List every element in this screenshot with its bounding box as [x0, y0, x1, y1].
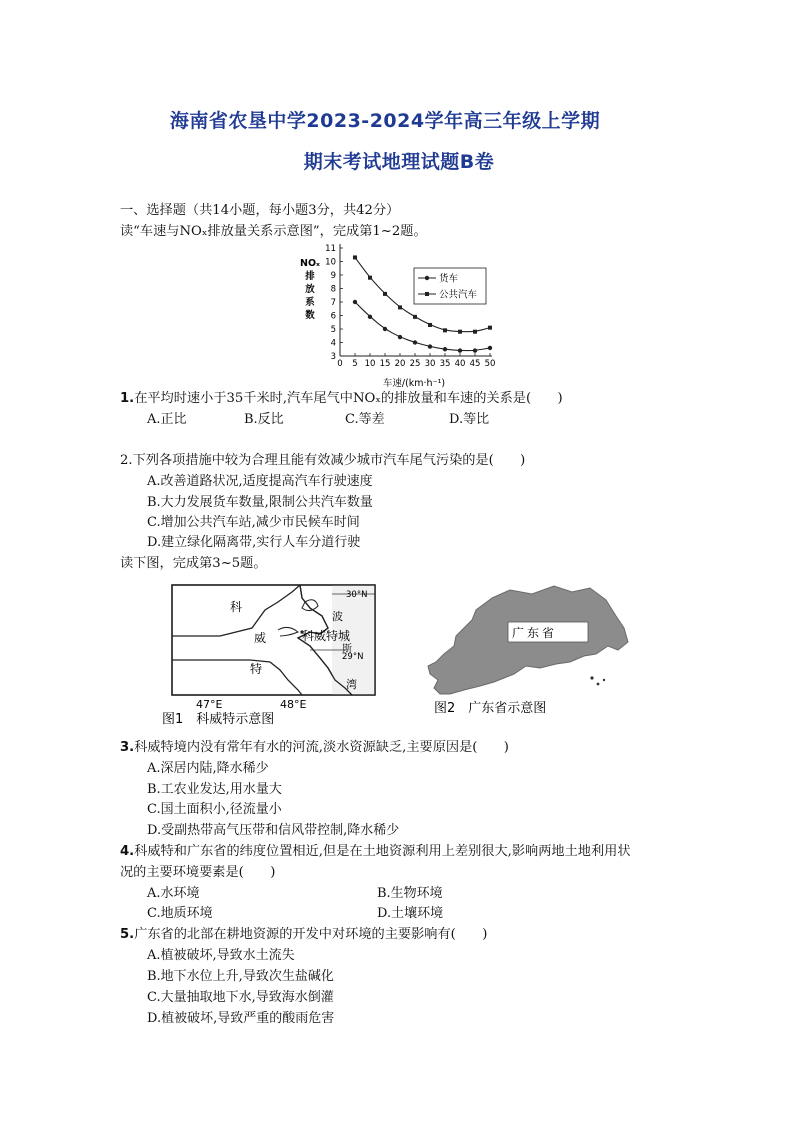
legend-label-1: 货车 — [439, 273, 459, 285]
y-tick-label: 8 — [330, 284, 336, 295]
y-tick-label: 6 — [330, 311, 336, 322]
island-dot — [590, 676, 593, 679]
chart-xlabel: 车速/(km·h⁻¹) — [382, 378, 446, 389]
map-label-te: 特 — [250, 662, 263, 676]
x-tick-label: 45 — [469, 359, 481, 369]
question-number: 3. — [120, 740, 135, 755]
question-2 — [120, 453, 525, 469]
x-tick-label: 35 — [439, 359, 451, 369]
question-text: 科威特和广东省的纬度位置相近,但是在土地资源利用上差别很大,影响两地土地利用状 — [134, 844, 631, 859]
series-2-point — [458, 330, 462, 334]
series-2-point — [353, 255, 357, 259]
question-4-continued: 况的主要环境要素是( ) — [120, 865, 276, 880]
q4-option-a[interactable]: A.水环境 — [147, 886, 200, 901]
series-1-point — [488, 346, 492, 350]
x-tick-label: 5 — [352, 359, 358, 369]
q3-option-d[interactable]: D.受副热带高气压带和信风带控制,降水稀少 — [147, 823, 400, 838]
y-tick-label: 10 — [325, 257, 336, 268]
map-label-si: 斯 — [342, 644, 352, 655]
chart-legend — [414, 268, 486, 304]
map2-caption: 图2 广东省示意图 — [434, 701, 547, 716]
series-2-point — [413, 315, 417, 319]
x-tick-label: 40 — [454, 359, 466, 369]
q1-option-a[interactable]: A.正比 — [147, 412, 187, 427]
q3-option-a[interactable]: A.深居内陆,降水稀少 — [147, 761, 269, 776]
island-dot — [603, 679, 605, 681]
x-tick-label: 30 — [424, 359, 436, 369]
lat-label-30: 30°N — [346, 590, 368, 600]
series-2-point — [368, 276, 372, 280]
question-1 — [120, 391, 563, 407]
ylabel-char: 排 — [305, 271, 315, 282]
lon-label-47: 47°E — [196, 698, 223, 711]
lon-label-48: 48°E — [280, 698, 307, 711]
chart-x-ticks — [337, 353, 495, 369]
section-intro-2: 读下图，完成第3~5题。 — [120, 556, 267, 571]
x-tick-label: 20 — [394, 359, 406, 369]
series-1-point — [473, 348, 477, 352]
x-tick-label: 15 — [379, 359, 391, 369]
q1-option-c[interactable]: C.等差 — [345, 412, 385, 427]
question-text: 广东省的北部在耕地资源的开发中对环境的主要影响有( ) — [134, 927, 488, 942]
question-text: 在平均时速小于35千米时,汽车尾气中NOₓ的排放量和车速的关系是( ) — [134, 391, 563, 406]
q5-option-b[interactable]: B.地下水位上升,导致次生盐碱化 — [147, 969, 334, 984]
series-2-point — [443, 328, 447, 332]
question-4 — [120, 844, 631, 860]
q2-option-b[interactable]: B.大力发展货车数量,限制公共汽车数量 — [147, 495, 373, 510]
question-text: 下列各项措施中较为合理且能有效减少城市汽车尾气污染的是( ) — [132, 453, 526, 468]
map-label-wan: 湾 — [346, 678, 357, 691]
question-text: 科威特境内没有常年有水的河流,淡水资源缺乏,主要原因是( ) — [134, 740, 509, 755]
question-number: 1. — [120, 391, 135, 406]
question-3 — [120, 740, 509, 756]
map-label-kuwait-city: 科威特城 — [302, 629, 351, 643]
island-dot — [597, 683, 600, 686]
x-tick-label: 0 — [337, 359, 343, 369]
map1-caption: 图1 科威特示意图 — [162, 712, 275, 727]
ylabel-char: 数 — [305, 310, 315, 321]
y-tick-label: 9 — [330, 271, 336, 281]
page-title-line1: 海南省农垦中学2023-2024学年高三年级上学期 — [169, 110, 601, 132]
series-1-point — [458, 348, 462, 352]
y-tick-label: 3 — [330, 352, 336, 362]
x-tick-label: 50 — [484, 359, 496, 369]
guangdong-map — [420, 582, 642, 722]
series-2-point — [488, 326, 492, 330]
q5-option-c[interactable]: C.大量抽取地下水,导致海水倒灌 — [147, 990, 334, 1005]
emission-chart — [296, 240, 516, 390]
lat-label-29: 29°N — [342, 652, 364, 662]
series-1-point — [353, 300, 357, 304]
series-1-point — [413, 340, 417, 344]
series-1-point — [368, 315, 372, 319]
y-tick-label: 4 — [330, 338, 336, 349]
q2-option-a[interactable]: A.改善道路状况,适度提高汽车行驶速度 — [147, 474, 373, 489]
series-1-point — [428, 344, 432, 348]
q3-option-c[interactable]: C.国土面积小,径流量小 — [147, 802, 282, 817]
series-line-1 — [355, 302, 490, 351]
q2-option-d[interactable]: D.建立绿化隔离带,实行人车分道行驶 — [147, 535, 361, 550]
legend-marker-1 — [425, 276, 429, 280]
x-tick-label: 25 — [409, 359, 421, 369]
q4-option-d[interactable]: D.土壤环境 — [377, 906, 444, 921]
ylabel-char: 放 — [305, 284, 315, 295]
q4-option-c[interactable]: C.地质环境 — [147, 906, 213, 921]
question-5 — [120, 927, 487, 943]
series-2-point — [473, 330, 477, 334]
y-tick-label: 5 — [330, 325, 336, 335]
q1-option-b[interactable]: B.反比 — [244, 412, 284, 427]
chart-ylabel — [300, 258, 320, 321]
q5-option-d[interactable]: D.植被破坏,导致严重的酸雨危害 — [147, 1011, 335, 1026]
q3-option-b[interactable]: B.工农业发达,用水量大 — [147, 782, 282, 797]
y-tick-label: 11 — [325, 244, 336, 254]
section-intro-1: 读“车速与NOₓ排放量关系示意图”，完成第1~2题。 — [120, 224, 427, 239]
map-label-wei: 威 — [254, 631, 267, 645]
legend-label-2: 公共汽车 — [439, 289, 478, 301]
series-2-point — [383, 292, 387, 296]
map-label-ke: 科 — [230, 600, 243, 614]
question-number: 5. — [120, 927, 135, 942]
page-title-line2: 期末考试地理试题B卷 — [303, 151, 495, 173]
series-1-point — [443, 347, 447, 351]
q4-option-b[interactable]: B.生物环境 — [377, 886, 443, 901]
y-tick-label: 7 — [330, 298, 336, 308]
kuwait-map — [160, 580, 400, 728]
ylabel-char: NOₓ — [300, 258, 320, 269]
map-label-bo: 波 — [332, 610, 343, 623]
series-1-point — [383, 327, 387, 331]
q1-option-d[interactable]: D.等比 — [449, 412, 490, 427]
series-2-point — [428, 323, 432, 327]
series-2-point — [398, 305, 402, 309]
legend-marker-2 — [425, 292, 429, 296]
question-number: 2. — [120, 453, 133, 468]
q2-option-c[interactable]: C.增加公共汽车站,减少市民候车时间 — [147, 515, 360, 530]
q5-option-a[interactable]: A.植被破坏,导致水土流失 — [147, 948, 295, 963]
map2-label: 广东省 — [512, 626, 558, 640]
series-1-point — [398, 335, 402, 339]
section-heading: 一、选择题（共14小题，每小题3分，共42分） — [120, 203, 400, 218]
ylabel-char: 系 — [305, 297, 315, 308]
question-number: 4. — [120, 844, 135, 859]
x-tick-label: 10 — [364, 359, 376, 369]
